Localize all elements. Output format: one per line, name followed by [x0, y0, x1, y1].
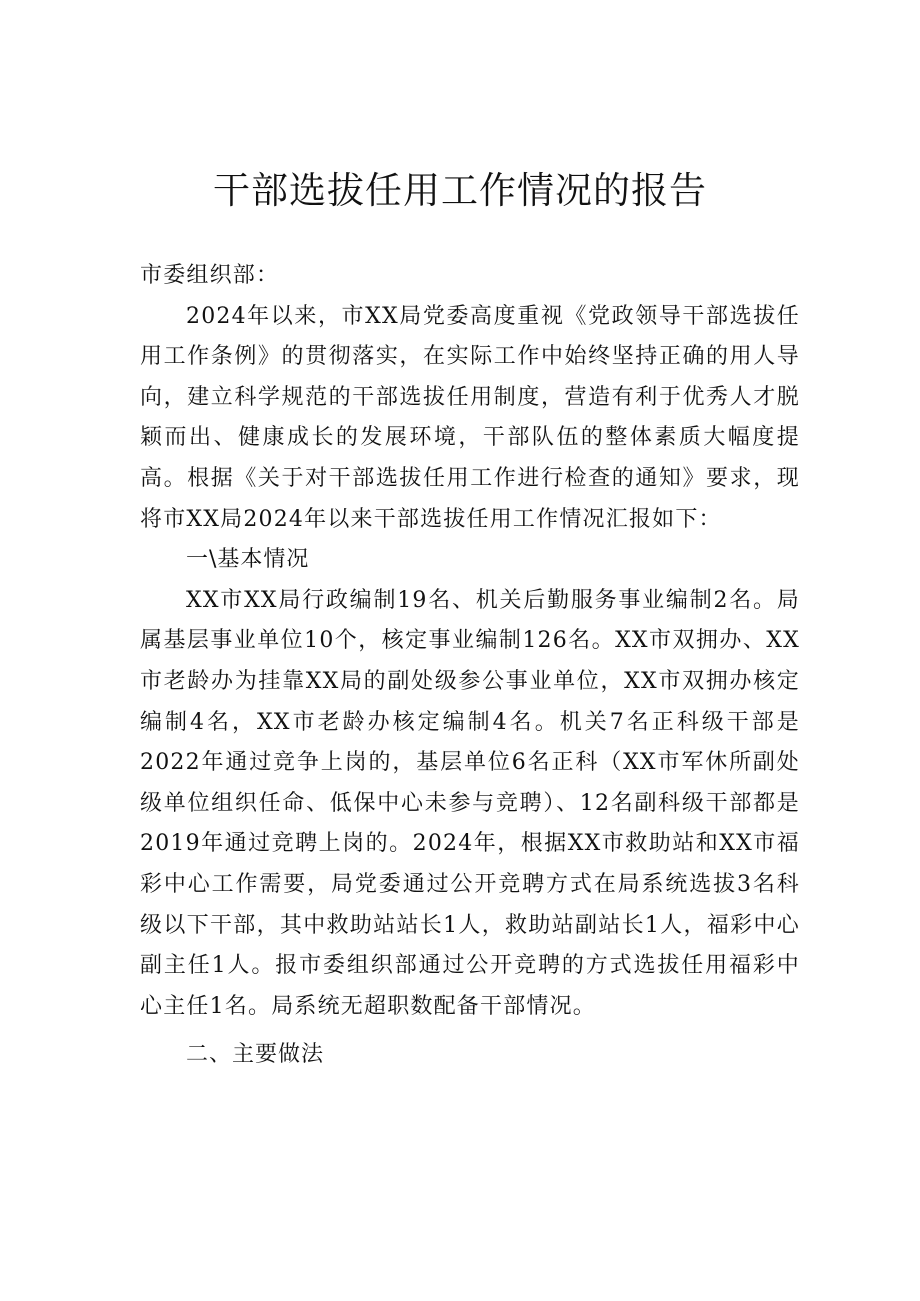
- basic-situation-paragraph: XX市XX局行政编制19名、机关后勤服务事业编制2名。局属基层事业单位10个，核定事业编制126名。XX市双拥办、XX市老龄办为挂靠XX局的副处级参公事业单位，XX市双拥办核定编制4名，XX市老龄办核定编制4名。机关7名正科级干部是2022年通过竞争上岗的，基层单位6名正科（XX市军休所副处级单位组织任命、低保中心未参与竞聘）、12名副科级干部都是2019年通过竞聘上岗的。2024年，根据XX市救助站和XX市福彩中心工作需要，局党委通过公开竞聘方式在局系统选拔3名科级以下干部，其中救助站站长1人，救助站副站长1人，福彩中心副主任1人。报市委组织部通过公开竞聘的方式选拔任用福彩中心主任1名。局系统无超职数配备干部情况。: [140, 587, 800, 1019]
- document-title: 干部选拔任用工作情况的报告: [213, 169, 707, 212]
- salutation: 市委组织部：: [140, 263, 280, 288]
- section-heading-basic-situation: 一\基本情况: [186, 547, 310, 573]
- intro-paragraph: 2024年以来，市XX局党委高度重视《党政领导干部选拔任用工作条例》的贯彻落实，在实际工作中始终坚持正确的用人导向，建立科学规范的干部选拔任用制度，营造有利于优秀人才脱颖而出、健康成长的发展环境，干部队伍的整体素质大幅度提高。根据《关于对干部选拔任用工作进行检查的通知》要求，现将市XX局2024年以来干部选拔任用工作情况汇报如下：: [140, 303, 800, 532]
- section-heading-main-practices: 二、主要做法: [186, 1042, 325, 1068]
- document-body: [140, 256, 800, 1076]
